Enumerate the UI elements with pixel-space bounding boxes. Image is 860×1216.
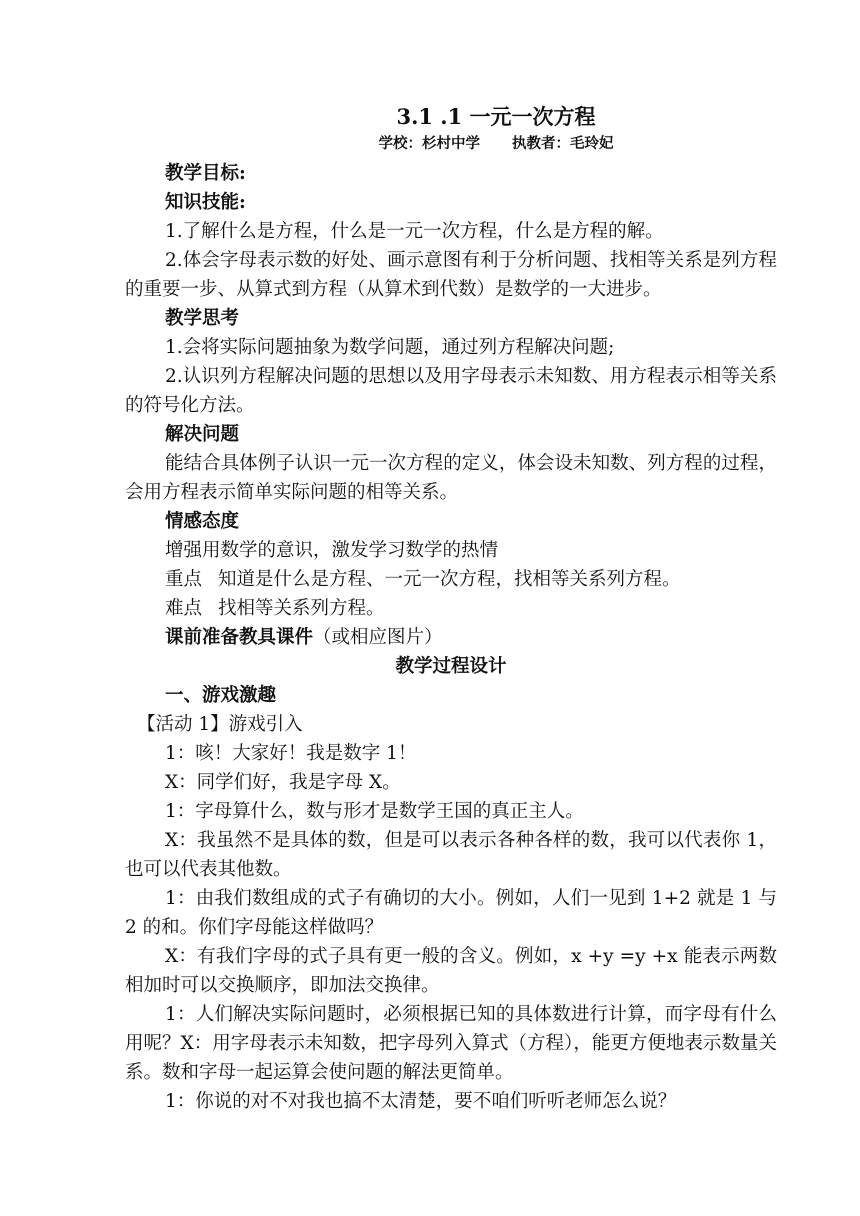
difficulty-point (125, 594, 777, 623)
key-point (125, 565, 777, 594)
emotion-heading: 情感态度 (165, 511, 240, 532)
goals-heading: 教学目标: (165, 163, 246, 184)
thinking-item-1: 1.会将实际问题抽象为数学问题，通过列方程解决问题; (165, 337, 615, 358)
solving-text: 能结合具体例子认识一元一次方程的定义，体会设未知数、列方程的过程，会用方程表示简单实际问题的相等关系。 (125, 453, 777, 503)
dialogue-line: X：我虽然不是具体的数，但是可以表示各种各样的数，我可以代表你 1，也可以代表其他数。 (125, 830, 777, 880)
solving-heading: 解决问题 (165, 424, 240, 445)
dialogue-line: X：同学们好，我是字母 X。 (165, 772, 401, 793)
emotion-text: 增强用数学的意识，激发学习数学的热情 (165, 540, 499, 561)
thinking-item-2: 2.认识列方程解决问题的思想以及用字母表示未知数、用方程表示相等关系的符号化方法。 (125, 366, 777, 416)
dialogue-line: 1：咳！大家好！我是数字 1！ (165, 743, 417, 764)
preparation (125, 623, 777, 652)
thinking-heading: 教学思考 (165, 308, 240, 329)
section-heading-1: 一、游戏激趣 (165, 685, 277, 706)
document-meta (125, 132, 777, 156)
knowledge-item-1: 1.了解什么是方程，什么是一元一次方程，什么是方程的解。 (165, 221, 664, 242)
key-point-text: 知道是什么是方程、一元一次方程，找相等关系列方程。 (218, 569, 681, 590)
school-label: 学校：杉村中学 (378, 135, 480, 152)
preparation-note: （或相应图片） (313, 627, 443, 648)
process-heading: 教学过程设计 (395, 656, 507, 677)
knowledge-item-2: 2.体会字母表示数的好处、画示意图有利于分析问题、找相等关系是列方程的重要一步、从算式到方程（从算术到代数）是数学的一大进步。 (125, 250, 777, 300)
document-body (125, 102, 777, 1116)
difficulty-label: 难点 (165, 598, 203, 619)
difficulty-text: 找相等关系列方程。 (218, 598, 385, 619)
dialogue-line: 1：字母算什么，数与形才是数学王国的真正主人。 (165, 801, 584, 822)
teacher-label: 执教者：毛玲妃 (512, 135, 614, 152)
key-point-label: 重点 (165, 569, 203, 590)
dialogue-line: 1：由我们数组成的式子有确切的大小。例如，人们一见到 1+2 就是 1 与 2 的和。你们字母能这样做吗？ (125, 888, 777, 938)
document-title: 3.1 .1 一元一次方程 (396, 104, 596, 129)
preparation-label: 课前准备教具课件 (165, 627, 314, 648)
dialogue-line: 1：你说的对不对我也搞不太清楚，要不咱们听听老师怎么说？ (165, 1091, 677, 1112)
knowledge-heading: 知识技能: (165, 192, 246, 213)
dialogue-line: 1：人们解决实际问题时，必须根据已知的具体数进行计算，而字母有什么用呢？X：用字母表示未知数，把字母列入算式（方程），能更方便地表示数量关系。数和字母一起运算会使问题的解法更简单。 (125, 1004, 777, 1083)
dialogue-line: X：有我们字母的式子具有更一般的含义。例如，x +y =y +x 能表示两数相加时可以交换顺序，即加法交换律。 (125, 946, 777, 996)
activity-heading: 【活动 1】游戏引入 (137, 714, 303, 735)
